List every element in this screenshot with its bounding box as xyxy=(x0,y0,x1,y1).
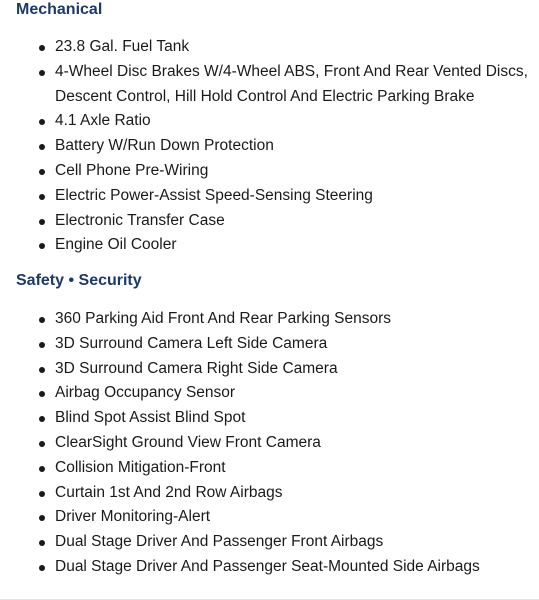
list-item xyxy=(38,233,533,258)
list-item-text: Driver Monitoring-Alert xyxy=(55,508,211,526)
list-item-text: Blind Spot Assist Blind Spot xyxy=(55,409,246,427)
list-item xyxy=(38,431,533,456)
list-item xyxy=(38,406,533,431)
bullet-icon xyxy=(39,466,45,472)
bullet-icon xyxy=(39,45,45,51)
list-item xyxy=(38,35,533,60)
list-item-text: 360 Parking Aid Front And Rear Parking Sensors xyxy=(55,310,392,327)
bullet-icon xyxy=(39,70,45,76)
bullet-icon xyxy=(39,194,45,200)
list-item-text: Engine Oil Cooler xyxy=(55,236,177,254)
list-item-text: Electric Power-Assist Speed-Sensing Steering xyxy=(55,186,373,204)
bullet-icon xyxy=(39,169,45,175)
list-item xyxy=(38,134,533,159)
bullet-icon xyxy=(39,342,45,348)
list-item-text: Cell Phone Pre-Wiring xyxy=(55,161,209,179)
feature-list-mechanical xyxy=(38,35,533,258)
bullet-icon xyxy=(39,515,45,521)
list-item-text: Airbag Occupancy Sensor xyxy=(55,384,236,402)
list-item xyxy=(38,209,533,234)
list-item-text: 3D Surround Camera Right Side Camera xyxy=(55,359,338,377)
list-item xyxy=(38,307,533,332)
bullet-icon xyxy=(39,219,45,225)
section-heading-mechanical: Mechanical xyxy=(16,1,103,18)
list-item-text: 3D Surround Camera Left Side Camera xyxy=(55,334,328,352)
bullet-icon xyxy=(39,391,45,397)
list-item-text: Battery W/Run Down Protection xyxy=(55,137,274,155)
list-item xyxy=(38,381,533,406)
list-item xyxy=(38,555,533,580)
list-item xyxy=(38,184,533,209)
list-item-text: Dual Stage Driver And Passenger Seat-Mounted Side Airbags xyxy=(55,557,480,575)
list-item xyxy=(38,159,533,184)
list-item-text: Dual Stage Driver And Passenger Front Airbags xyxy=(55,533,384,551)
list-item xyxy=(38,456,533,481)
bullet-icon xyxy=(39,119,45,125)
list-item xyxy=(38,505,533,530)
list-item-text: 4.1 Axle Ratio xyxy=(55,112,151,130)
list-item-text: 4-Wheel Disc Brakes W/4-Wheel ABS, Front And Rear Vented Discs, Descent Control, Hill Hold Control And Electric Parking Brake xyxy=(55,62,528,105)
bullet-icon xyxy=(39,491,45,497)
bullet-icon xyxy=(39,565,45,571)
section-heading-safety-security: Safety • Security xyxy=(16,272,142,289)
list-item-text: Collision Mitigation-Front xyxy=(55,458,226,476)
list-item xyxy=(38,481,533,506)
bullet-icon xyxy=(39,416,45,422)
list-item-text: ClearSight Ground View Front Camera xyxy=(55,433,321,451)
bullet-icon xyxy=(39,441,45,447)
list-item xyxy=(38,109,533,134)
list-item xyxy=(38,332,533,357)
bullet-icon xyxy=(39,144,45,150)
bullet-icon xyxy=(39,540,45,546)
list-item-text: Electronic Transfer Case xyxy=(55,211,225,229)
bullet-icon xyxy=(39,367,45,373)
feature-list-safety-security xyxy=(38,307,533,580)
list-item-text: 23.8 Gal. Fuel Tank xyxy=(55,38,190,55)
bullet-icon xyxy=(39,243,45,249)
list-item xyxy=(38,357,533,382)
list-item xyxy=(38,60,533,110)
bullet-icon xyxy=(39,317,45,323)
list-item xyxy=(38,530,533,555)
list-item-text: Curtain 1st And 2nd Row Airbags xyxy=(55,483,283,501)
